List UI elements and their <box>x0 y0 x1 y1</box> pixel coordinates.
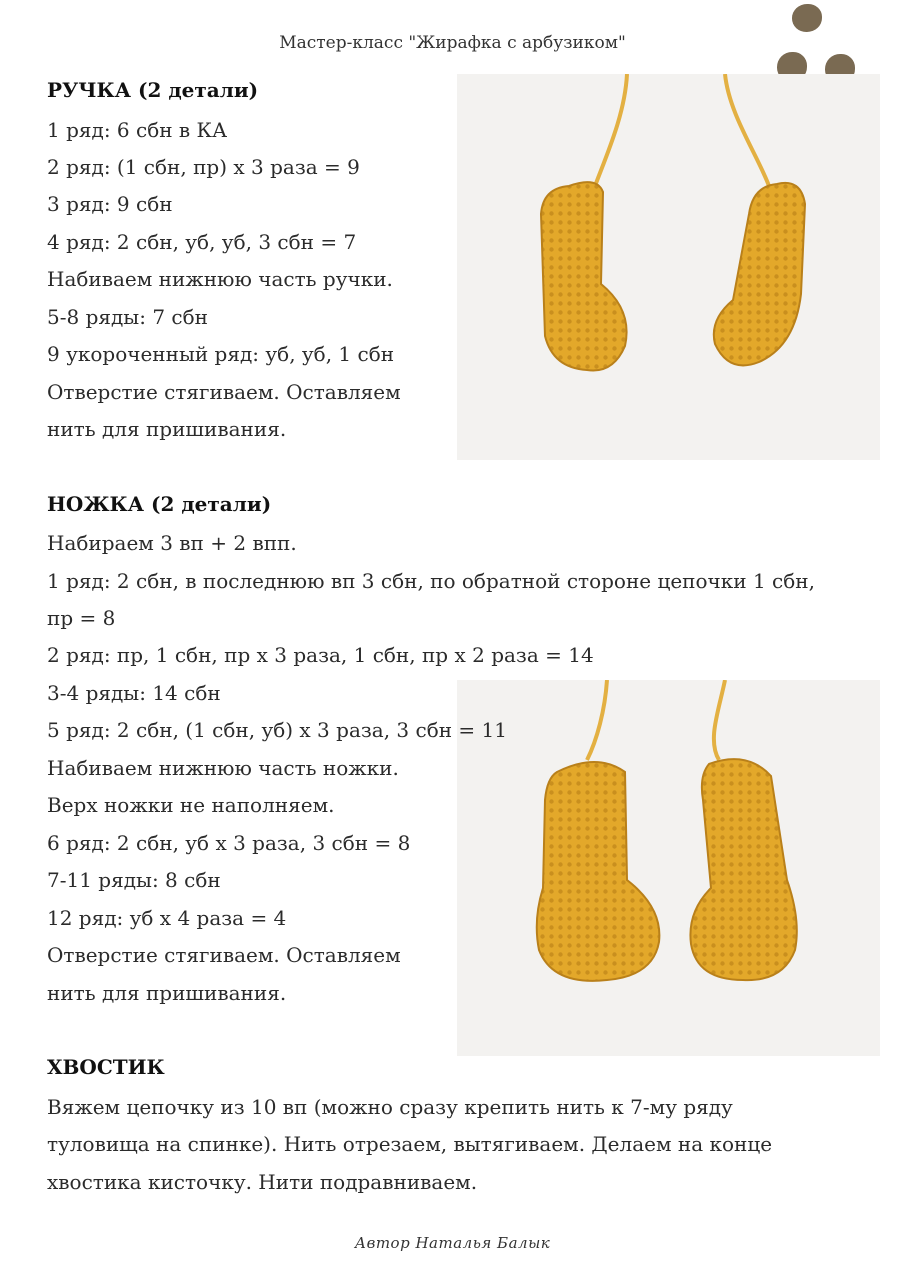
tail-line: хвостика кисточку. Нити подравниваем. <box>47 1170 478 1194</box>
hand-line: Набиваем нижнюю часть ручки. <box>47 267 393 291</box>
page-header-title: Мастер-класс "Жирафка с арбузиком" <box>279 33 626 53</box>
hand-section-title: РУЧКА (2 детали) <box>47 78 259 102</box>
hand-line: 5-8 ряды: 7 сбн <box>47 305 208 329</box>
hand-line: 4 ряд: 2 сбн, уб, уб, 3 сбн = 7 <box>47 230 357 254</box>
leg-section-title: НОЖКА (2 детали) <box>47 492 272 516</box>
tail-line: Вяжем цепочку из 10 вп (можно сразу крепить нить к 7-му ряду <box>47 1095 733 1119</box>
leg-line: нить для пришивания. <box>47 981 287 1005</box>
hand-line: 1 ряд: 6 сбн в КА <box>47 118 228 142</box>
hands-photo <box>457 74 880 460</box>
leg-line: Отверстие стягиваем. Оставляем <box>47 943 401 967</box>
tail-section-title: ХВОСТИК <box>47 1055 165 1079</box>
hand-line: Отверстие стягиваем. Оставляем <box>47 380 401 404</box>
hand-line: 9 укороченный ряд: уб, уб, 1 сбн <box>47 342 395 366</box>
leg-line: 1 ряд: 2 сбн, в последнюю вп 3 сбн, по обратной стороне цепочки 1 сбн, <box>47 569 815 593</box>
leg-line: Набиваем нижнюю часть ножки. <box>47 756 399 780</box>
tail-line: туловища на спинке). Нить отрезаем, вытягиваем. Делаем на конце <box>47 1132 773 1156</box>
hand-line: нить для пришивания. <box>47 417 287 441</box>
hand-line: 2 ряд: (1 сбн, пр) х 3 раза = 9 <box>47 155 360 179</box>
leg-line: пр = 8 <box>47 606 116 630</box>
leg-line: 2 ряд: пр, 1 сбн, пр х 3 раза, 1 сбн, пр х 2 раза = 14 <box>47 643 594 667</box>
leg-line: 3-4 ряды: 14 сбн <box>47 681 221 705</box>
leg-line: 6 ряд: 2 сбн, уб х 3 раза, 3 сбн = 8 <box>47 831 411 855</box>
hand-line: 3 ряд: 9 сбн <box>47 192 173 216</box>
leg-line: Набираем 3 вп + 2 впп. <box>47 531 297 555</box>
author-signature: Автор Наталья Балык <box>354 1234 551 1252</box>
leg-line: Верх ножки не наполняем. <box>47 793 335 817</box>
leg-line: 5 ряд: 2 сбн, (1 сбн, уб) х 3 раза, 3 сбн = 11 <box>47 718 507 742</box>
leg-line: 12 ряд: уб х 4 раза = 4 <box>47 906 287 930</box>
leg-line: 7-11 ряды: 8 сбн <box>47 868 221 892</box>
legs-photo <box>457 680 880 1056</box>
